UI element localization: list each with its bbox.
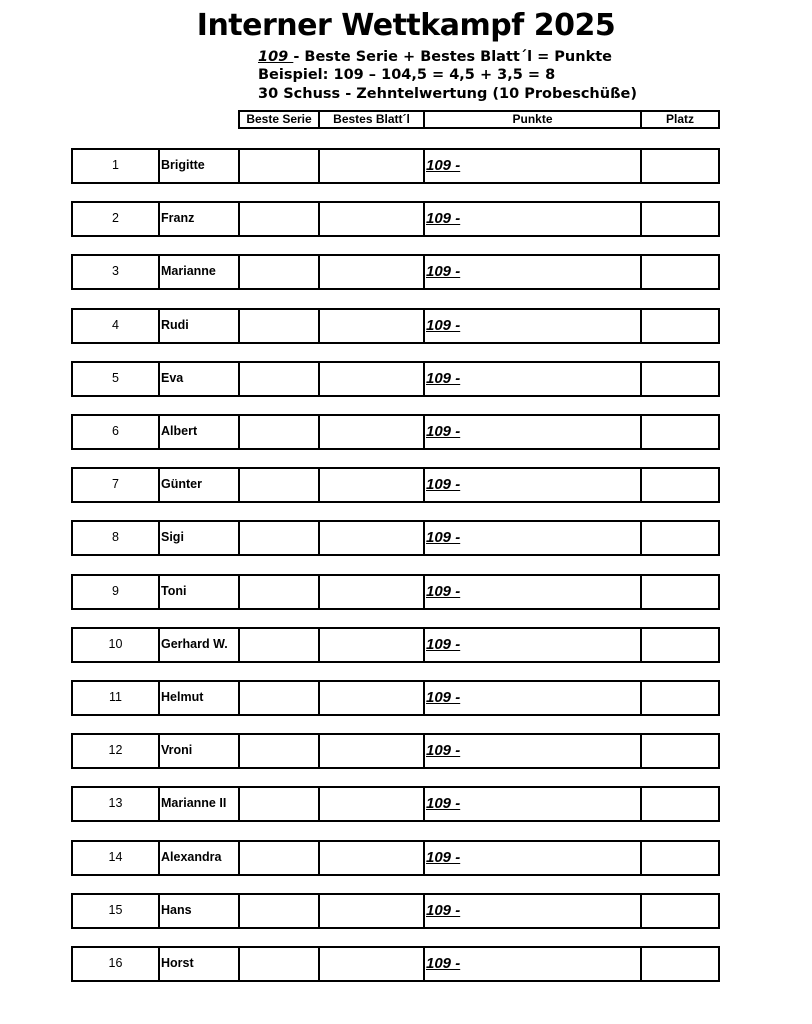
- row-number: 12: [71, 733, 160, 769]
- punkte-field[interactable]: [423, 254, 642, 290]
- row-number: 14: [71, 840, 160, 876]
- bestes-blattl-field[interactable]: [318, 254, 425, 290]
- platz-field[interactable]: [640, 946, 720, 982]
- punkte-field[interactable]: [423, 733, 642, 769]
- beste-serie-field[interactable]: [238, 201, 320, 237]
- beste-serie-field[interactable]: [238, 254, 320, 290]
- table-row: [71, 361, 720, 397]
- table-row: [71, 414, 720, 450]
- platz-field[interactable]: [640, 574, 720, 610]
- platz-field[interactable]: [640, 840, 720, 876]
- formula-text: - Beste Serie + Bestes Blatt´l = Punkte: [293, 49, 612, 65]
- beste-serie-field[interactable]: [238, 467, 320, 503]
- beste-serie-field[interactable]: [238, 786, 320, 822]
- beste-serie-field[interactable]: [238, 893, 320, 929]
- table-row: [71, 148, 720, 184]
- platz-field[interactable]: [640, 308, 720, 344]
- row-number: 11: [71, 680, 160, 716]
- bestes-blattl-field[interactable]: [318, 467, 425, 503]
- bestes-blattl-field[interactable]: [318, 786, 425, 822]
- table-row: [71, 680, 720, 716]
- bestes-blattl-field[interactable]: [318, 893, 425, 929]
- punkte-prefix: 109 -: [426, 157, 461, 174]
- platz-field[interactable]: [640, 627, 720, 663]
- row-number: 1: [71, 148, 160, 184]
- bestes-blattl-field[interactable]: [318, 733, 425, 769]
- punkte-prefix: 109 -: [426, 263, 461, 281]
- participant-name: Brigitte: [158, 148, 240, 184]
- table-row: [71, 254, 720, 290]
- beste-serie-field[interactable]: [238, 946, 320, 982]
- punkte-field[interactable]: [423, 627, 642, 663]
- participant-name: Sigi: [158, 520, 240, 556]
- formula-line: [258, 48, 612, 66]
- table-row: [71, 786, 720, 822]
- participant-name: Marianne II: [158, 786, 240, 822]
- punkte-field[interactable]: [423, 680, 642, 716]
- table-row: [71, 733, 720, 769]
- beste-serie-field[interactable]: [238, 627, 320, 663]
- participant-name: Vroni: [158, 733, 240, 769]
- punkte-field[interactable]: [423, 201, 642, 237]
- bestes-blattl-field[interactable]: [318, 627, 425, 663]
- punkte-field[interactable]: [423, 946, 642, 982]
- punkte-field[interactable]: [423, 414, 642, 450]
- table-row: [71, 574, 720, 610]
- punkte-field[interactable]: [423, 148, 642, 184]
- beste-serie-field[interactable]: [238, 574, 320, 610]
- platz-field[interactable]: [640, 414, 720, 450]
- punkte-prefix: 109 -: [426, 582, 461, 600]
- participant-name: Franz: [158, 201, 240, 237]
- bestes-blattl-field[interactable]: [318, 574, 425, 610]
- table-row: [71, 467, 720, 503]
- participant-name: Toni: [158, 574, 240, 610]
- platz-field[interactable]: [640, 467, 720, 503]
- beste-serie-field[interactable]: [238, 680, 320, 716]
- platz-field[interactable]: [640, 680, 720, 716]
- participant-name: Marianne: [158, 254, 240, 290]
- bestes-blattl-field[interactable]: [318, 201, 425, 237]
- header-beste-serie: Beste Serie: [238, 110, 320, 129]
- punkte-prefix: 109 -: [426, 848, 461, 866]
- bestes-blattl-field[interactable]: [318, 840, 425, 876]
- example-line: Beispiel: 109 – 104,5 = 4,5 + 3,5 = 8: [258, 67, 556, 83]
- table-row: [71, 946, 720, 982]
- row-number: 4: [71, 308, 160, 344]
- bestes-blattl-field[interactable]: [318, 308, 425, 344]
- row-number: 5: [71, 361, 160, 397]
- row-number: 3: [71, 254, 160, 290]
- punkte-field[interactable]: [423, 308, 642, 344]
- platz-field[interactable]: [640, 520, 720, 556]
- punkte-prefix: 109 -: [426, 689, 461, 706]
- page-title: Interner Wettkampf 2025: [196, 8, 616, 43]
- row-number: 6: [71, 414, 160, 450]
- participant-name: Eva: [158, 361, 240, 397]
- platz-field[interactable]: [640, 733, 720, 769]
- platz-field[interactable]: [640, 254, 720, 290]
- beste-serie-field[interactable]: [238, 520, 320, 556]
- participant-name: Günter: [158, 467, 240, 503]
- platz-field[interactable]: [640, 893, 720, 929]
- bestes-blattl-field[interactable]: [318, 680, 425, 716]
- row-number: 9: [71, 574, 160, 610]
- punkte-prefix: 109 -: [426, 955, 461, 972]
- rules-line: 30 Schuss - Zehntelwertung (10 Probeschüße): [258, 86, 637, 102]
- participant-name: Alexandra: [158, 840, 240, 876]
- row-number: 2: [71, 201, 160, 237]
- table-row: [71, 201, 720, 237]
- beste-serie-field[interactable]: [238, 148, 320, 184]
- formula-base-number: 109: [258, 49, 294, 65]
- punkte-prefix: 109 -: [426, 316, 461, 334]
- beste-serie-field[interactable]: [238, 414, 320, 450]
- row-number: 16: [71, 946, 160, 982]
- punkte-field[interactable]: [423, 786, 642, 822]
- header-bestes-blattl: Bestes Blatt´l: [318, 110, 425, 129]
- participant-name: Helmut: [158, 680, 240, 716]
- table-row: [71, 893, 720, 929]
- bestes-blattl-field[interactable]: [318, 520, 425, 556]
- table-row: [71, 627, 720, 663]
- beste-serie-field[interactable]: [238, 733, 320, 769]
- table-row: [71, 520, 720, 556]
- bestes-blattl-field[interactable]: [318, 361, 425, 397]
- row-number: 10: [71, 627, 160, 663]
- header-punkte: Punkte: [423, 110, 642, 129]
- participant-name: Rudi: [158, 308, 240, 344]
- row-number: 8: [71, 520, 160, 556]
- table-row: [71, 308, 720, 344]
- punkte-prefix: 109 -: [426, 795, 461, 813]
- beste-serie-field[interactable]: [238, 361, 320, 397]
- punkte-prefix: 109 -: [426, 635, 461, 653]
- participant-name: Gerhard W.: [158, 627, 240, 663]
- bestes-blattl-field[interactable]: [318, 414, 425, 450]
- beste-serie-field[interactable]: [238, 308, 320, 344]
- participant-name: Horst: [158, 946, 240, 982]
- platz-field[interactable]: [640, 148, 720, 184]
- punkte-field[interactable]: [423, 520, 642, 556]
- punkte-prefix: 109 -: [426, 476, 461, 494]
- bestes-blattl-field[interactable]: [318, 148, 425, 184]
- table-row: [71, 840, 720, 876]
- row-number: 13: [71, 786, 160, 822]
- punkte-prefix: 109 -: [426, 210, 461, 228]
- platz-field[interactable]: [640, 201, 720, 237]
- punkte-field[interactable]: [423, 893, 642, 929]
- header-platz: Platz: [640, 110, 720, 129]
- beste-serie-field[interactable]: [238, 840, 320, 876]
- bestes-blattl-field[interactable]: [318, 946, 425, 982]
- platz-field[interactable]: [640, 786, 720, 822]
- row-number: 15: [71, 893, 160, 929]
- punkte-prefix: 109 -: [426, 369, 461, 387]
- participant-name: Albert: [158, 414, 240, 450]
- row-number: 7: [71, 467, 160, 503]
- punkte-field[interactable]: [423, 574, 642, 610]
- punkte-prefix: 109 -: [426, 901, 461, 919]
- punkte-field[interactable]: [423, 840, 642, 876]
- punkte-prefix: 109 -: [426, 742, 461, 760]
- punkte-field[interactable]: [423, 467, 642, 503]
- platz-field[interactable]: [640, 361, 720, 397]
- punkte-prefix: 109 -: [426, 423, 461, 440]
- punkte-field[interactable]: [423, 361, 642, 397]
- participant-name: Hans: [158, 893, 240, 929]
- punkte-prefix: 109 -: [426, 529, 461, 547]
